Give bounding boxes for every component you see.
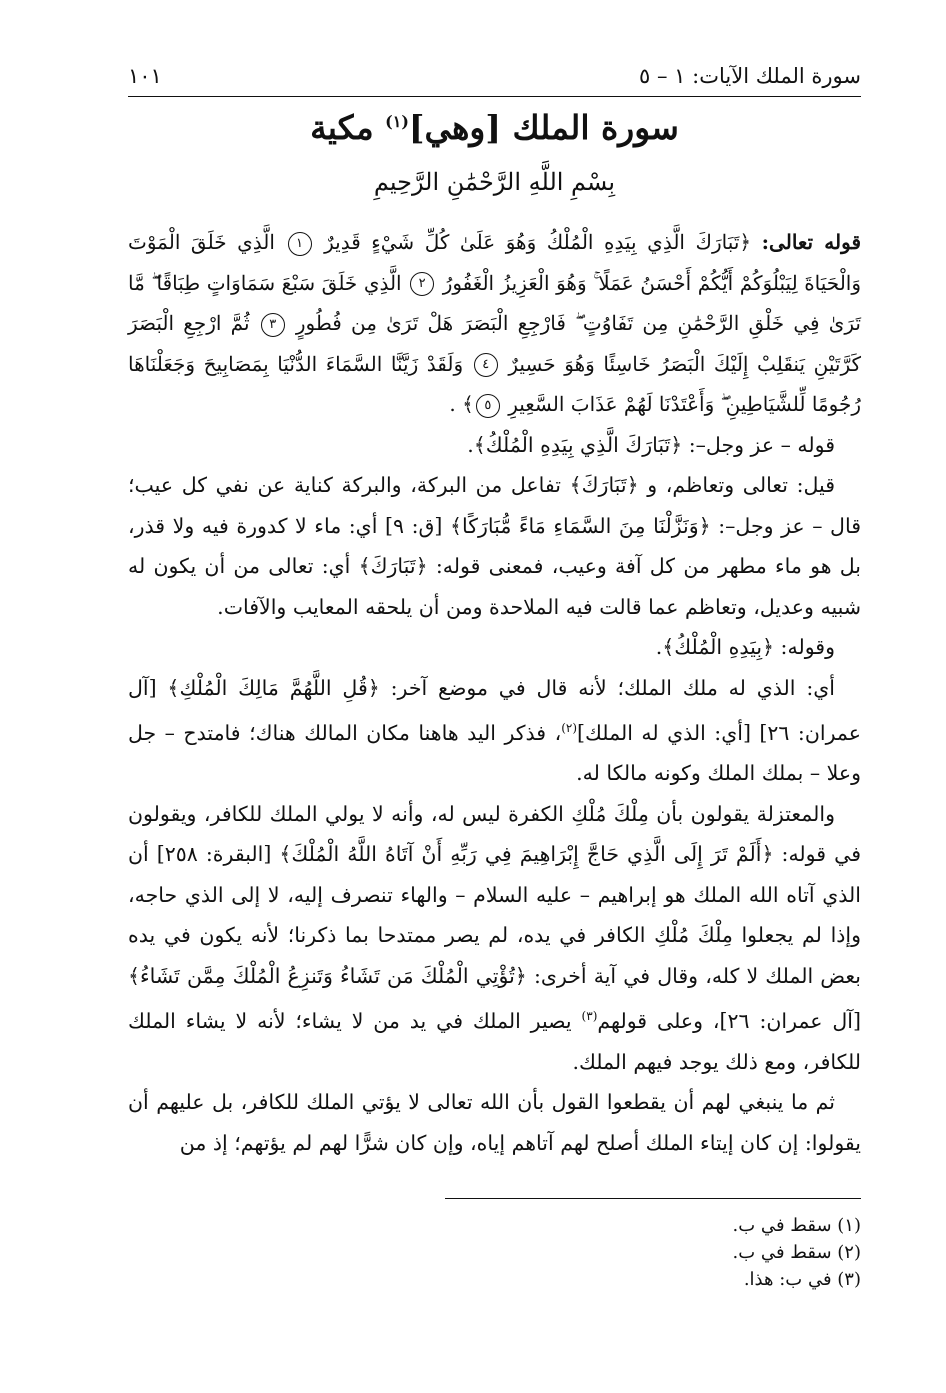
footnote-rule xyxy=(445,1198,861,1199)
verses-close: ﴾ . xyxy=(449,392,474,416)
ayah-number-mark: ٢ xyxy=(410,272,434,296)
paragraph: ثم ما ينبغي لهم أن يقطعوا القول بأن الله تعالى لا يؤتي الملك للكافر، بل عليهم أن يقولوا: إن كان إيتاء الملك أصلح لهم آتاهم إياه، وإن كان شرًّا لهم لم يؤتهم؛ إذ من xyxy=(128,1090,861,1155)
footnote: (٢) سقط في ب. xyxy=(732,1242,861,1263)
ayah-3: الَّذِي خَلَقَ سَبْعَ سَمَاوَاتٍ طِبَاقًا ۖ مَّا تَرَىٰ فِي خَلْقِ الرَّحْمَٰنِ مِن تَفَاوُتٍ ۖ فَارْجِعِ الْبَصَرَ هَلْ تَرَىٰ مِن فُطُورٍ xyxy=(128,270,861,335)
verses-lead: قوله تعالى: xyxy=(761,230,861,254)
surah-title-text: سورة الملك [وهي] xyxy=(408,108,679,147)
footnotes xyxy=(128,1212,861,1293)
paragraph: وقوله: ﴿بِيَدِهِ الْمُلْكُ﴾. xyxy=(655,635,835,659)
body-text xyxy=(128,222,861,1163)
header-rule xyxy=(128,96,861,97)
running-head-title: سورة الملك الآيات: ١ – ٥ xyxy=(639,64,861,88)
ayah-number-mark: ٤ xyxy=(474,353,498,377)
page-number: ١٠١ xyxy=(128,64,162,88)
footnote-ref: (٣) xyxy=(581,1009,598,1024)
ayah-number-mark: ١ xyxy=(288,232,312,256)
ayah-1: ﴿تَبَارَكَ الَّذِي بِيَدِهِ الْمُلْكُ وَهُوَ عَلَىٰ كُلِّ شَيْءٍ قَدِيرٌ xyxy=(324,230,752,254)
ayah-2: الَّذِي خَلَقَ الْمَوْتَ وَالْحَيَاةَ لِيَبْلُوَكُمْ أَيُّكُمْ أَحْسَنُ عَمَلًا ۚ وَهُوَ الْعَزِيزُ الْغَفُورُ xyxy=(128,230,862,295)
paragraph xyxy=(128,794,861,1082)
paragraph: قوله – عز وجل–: ﴿تَبَارَكَ الَّذِي بِيَدِهِ الْمُلْكُ﴾. xyxy=(467,432,835,457)
quran-verses-block xyxy=(128,222,861,425)
ayah-5: وَلَقَدْ زَيَّنَّا السَّمَاءَ الدُّنْيَا بِمَصَابِيحَ وَجَعَلْنَاهَا رُجُومًا لِّلشَّيَاطِينِ ۖ وَأَعْتَدْنَا لَهُمْ عَذَابَ السَّعِيرِ xyxy=(128,351,861,416)
basmala: بِسْمِ اللَّهِ الرَّحْمَٰنِ الرَّحِيمِ xyxy=(373,168,616,196)
footnote: (٣) في ب: هذا. xyxy=(743,1269,861,1290)
paragraph-text: يصير الملك في يد من لا يشاء؛ لأنه لا يشاء الملك للكافر، ومع ذلك يوجد فيهم الملك. xyxy=(128,1009,861,1074)
footnote: (١) سقط في ب. xyxy=(732,1215,861,1236)
paragraph-text: أي: الذي له ملك الملك؛ لأنه قال في موضع آخر: ﴿قُلِ اللَّهُمَّ مَالِكَ الْمُلْكِ﴾ [آل عمران: ٢٦] [أي: الذي له الملك] xyxy=(128,675,861,745)
ayah-4: ثُمَّ ارْجِعِ الْبَصَرَ كَرَّتَيْنِ يَنقَلِبْ إِلَيْكَ الْبَصَرُ خَاسِئًا وَهُوَ حَسِيرٌ xyxy=(128,311,862,376)
paragraph: قيل: تعالى وتعاظم، و ﴿تَبَارَكَ﴾ تفاعل من البركة، والبركة كناية عن نفي كل عيب؛ قال – عز وجل–: ﴿وَنَزَّلْنَا مِنَ السَّمَاءِ مَاءً مُّبَارَكًا﴾ [ق: ٩] أي: ماء لا كدورة فيه ولا قذر، بل هو ماء مطهر من كل آفة وعيب، فمعنى قوله: ﴿تَبَارَكَ﴾ أي: تعالى من أن يكون له شبيه وعديل، وتعاظم عما قالت فيه الملاحدة ومن أن يلحقه المعايب والآفات. xyxy=(128,473,861,619)
paragraph-text: ، فذكر اليد هاهنا مكان المالك هناك؛ فامتدح – جل وعلا – بملك الملك وكونه مالكا له. xyxy=(128,720,861,786)
paragraph-text: والمعتزلة يقولون بأن مِلْكَ مُلْكِ الكفرة ليس له، وأنه لا يولي الملك للكافر، ويقولون في قوله: ﴿أَلَمْ تَرَ إِلَى الَّذِي حَاجَّ إِبْرَاهِيمَ فِي رَبِّهِ أَنْ آتَاهُ اللَّهُ الْمُلْكَ﴾ [البقرة: ٢٥٨] أن الذي آتاه الله الملك هو إبراهيم – عليه السلام – والهاء تنصرف إليه، لا إلى الذي حاجه، وإذا لم يجعلوا مِلْكَ مُلْكِ الكافر في يده، لم يصر ممتدحا بما ذكرنا؛ لأنه يكون في يده بعض الملك لا كله، وقال في آية أخرى: ﴿تُؤْتِي الْمُلْكَ مَن تَشَاءُ وَتَنزِعُ الْمُلْكَ مِمَّن تَشَاءُ﴾ [آل عمران: ٢٦]، وعلى قولهم xyxy=(128,801,861,1034)
surah-title-footnote-ref: (١) xyxy=(385,112,409,131)
surah-title xyxy=(128,108,861,147)
ayah-number-mark: ٣ xyxy=(261,313,285,337)
surah-title-suffix: مكية xyxy=(310,108,386,147)
ayah-number-mark: ٥ xyxy=(476,394,500,418)
footnote-ref: (٢) xyxy=(561,721,578,735)
paragraph xyxy=(128,668,861,794)
running-head xyxy=(128,58,861,94)
